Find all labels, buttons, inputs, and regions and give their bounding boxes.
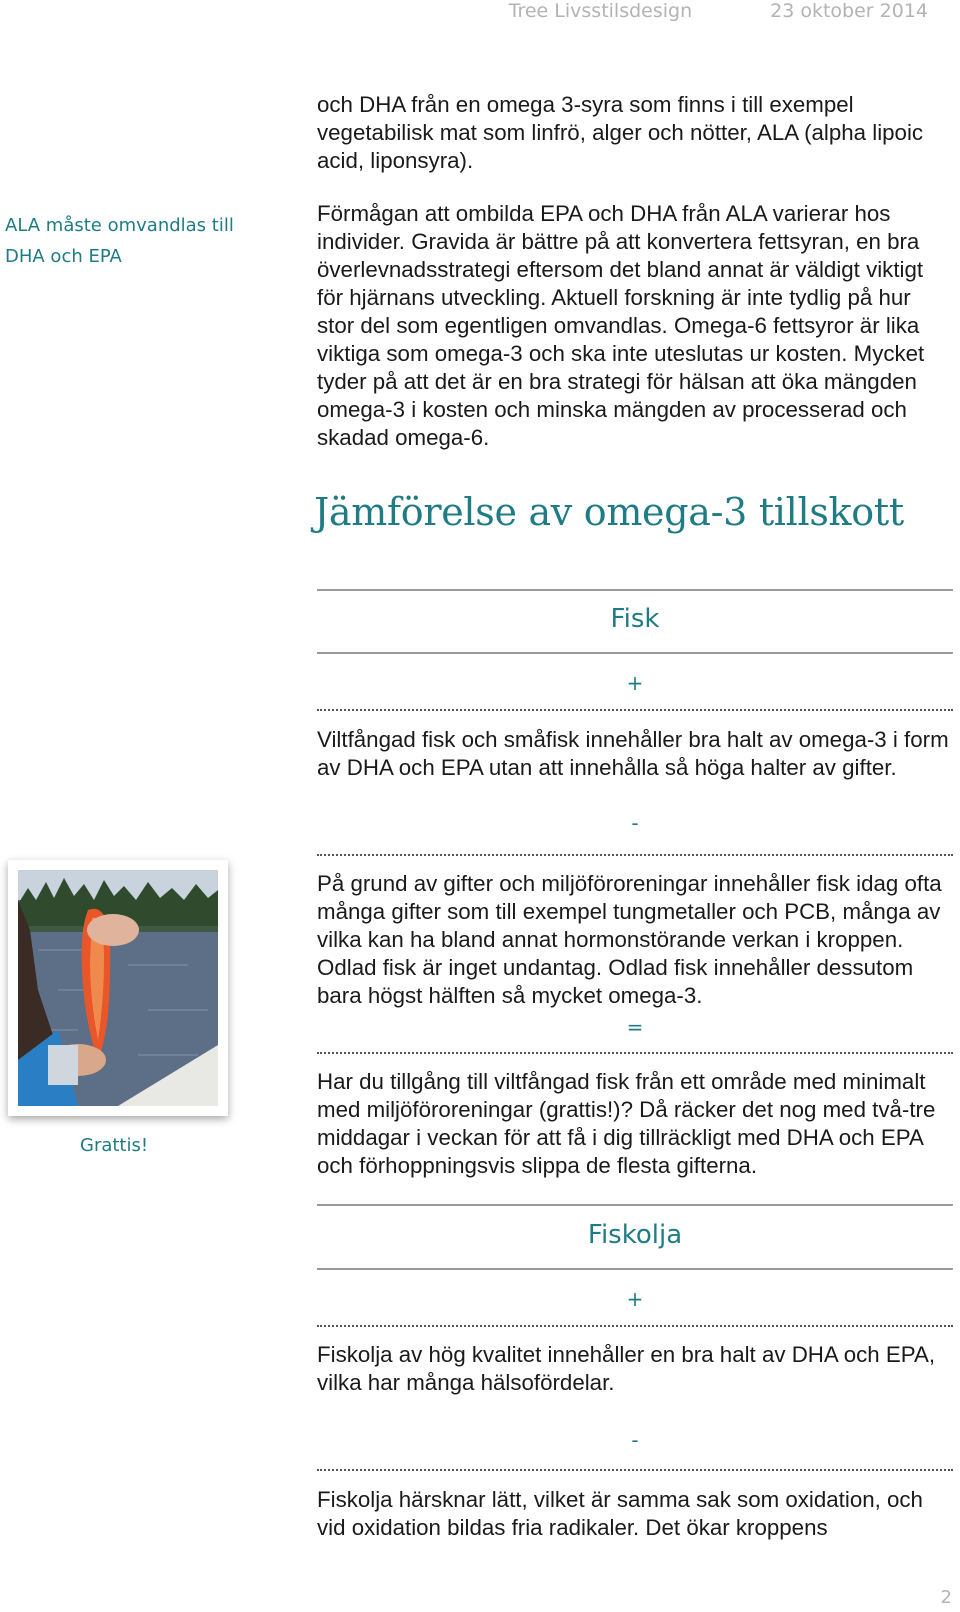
dotted-divider [317, 709, 953, 711]
fisk-minus-text: På grund av gifter och miljöföroreningar innehåller fisk idag ofta många gifter som till exempel tungmetaller och PCB, många av vilka kan ha bland annat hormonstörande verkan i kroppen. Odlad fisk är inget undantag. Odlad fisk innehåller dessutom bara högst hälften så mycket omega-3. [317, 871, 942, 1008]
divider [317, 1204, 953, 1206]
fiskolja-heading: Fiskolja [587, 1220, 683, 1250]
divider [317, 652, 953, 654]
ala-paragraph: Förmågan att ombilda EPA och DHA från ALA varierar hos individer. Gravida är bättre på att konvertera fettsyran, en bra överlevnadsstrategi eftersom det bland annat är väldigt viktigt för hjärnans utveckling. Aktuell forskning är inte tydlig på hur stor del som egentligen omvandlas. Omega-6 fettsyror är lika viktiga som omega-3 och ska inte uteslutas ur kosten. Mycket tyder på att det är en bra strategi för hälsan att öka mängden omega-3 i kosten och minska mängden av processerad och skadad omega-6. [317, 201, 925, 450]
dotted-divider [317, 1052, 953, 1054]
divider [317, 589, 953, 591]
intro-paragraph: och DHA från en omega 3-syra som finns i till exempel vegetabilisk mat som linfrö, alger och nötter, ALA (alpha lipoic acid, liponsyra). [317, 92, 924, 173]
header-date: 23 oktober 2014 [770, 0, 928, 22]
section-title: Jämförelse av omega-3 tillskott [314, 490, 904, 534]
divider [317, 1268, 953, 1270]
minus-symbol: - [631, 811, 639, 835]
minus-symbol: - [631, 1428, 639, 1452]
page-number: 2 [940, 1587, 952, 1608]
margin-note: ALA måste omvandlas till DHA och EPA [5, 215, 234, 267]
fiskolja-minus-text: Fiskolja härsknar lätt, vilket är samma sak som oxidation, och vid oxidation bildas fria radikaler. Det ökar kroppens [317, 1487, 923, 1540]
dotted-divider [317, 854, 953, 856]
dotted-divider [317, 1325, 953, 1327]
fish-photo-image [18, 870, 218, 1106]
equals-symbol: = [626, 1015, 644, 1039]
fiskolja-plus-text: Fiskolja av hög kvalitet innehåller en bra halt av DHA och EPA, vilka har många hälsofördelar. [317, 1342, 936, 1395]
fish-photo [8, 860, 228, 1116]
page-header [431, 0, 928, 22]
fisk-equals-text: Har du tillgång till viltfångad fisk från ett område med minimalt med miljöföroreningar (grattis!)? Då räcker det nog med två-tre middagar i veckan för att få i dig tillräckligt med DHA och EPA och förhoppningsvis slippa de flesta gifterna. [317, 1069, 936, 1178]
header-company: Tree Livsstilsdesign [508, 0, 693, 22]
dotted-divider [317, 1469, 953, 1471]
plus-symbol: + [626, 1287, 644, 1311]
photo-caption: Grattis! [80, 1135, 149, 1156]
plus-symbol: + [626, 671, 644, 695]
fisk-heading: Fisk [610, 604, 660, 634]
fisk-plus-text: Viltfångad fisk och småfisk innehåller bra halt av omega-3 i form av DHA och EPA utan att innehålla så höga halter av gifter. [317, 727, 949, 780]
